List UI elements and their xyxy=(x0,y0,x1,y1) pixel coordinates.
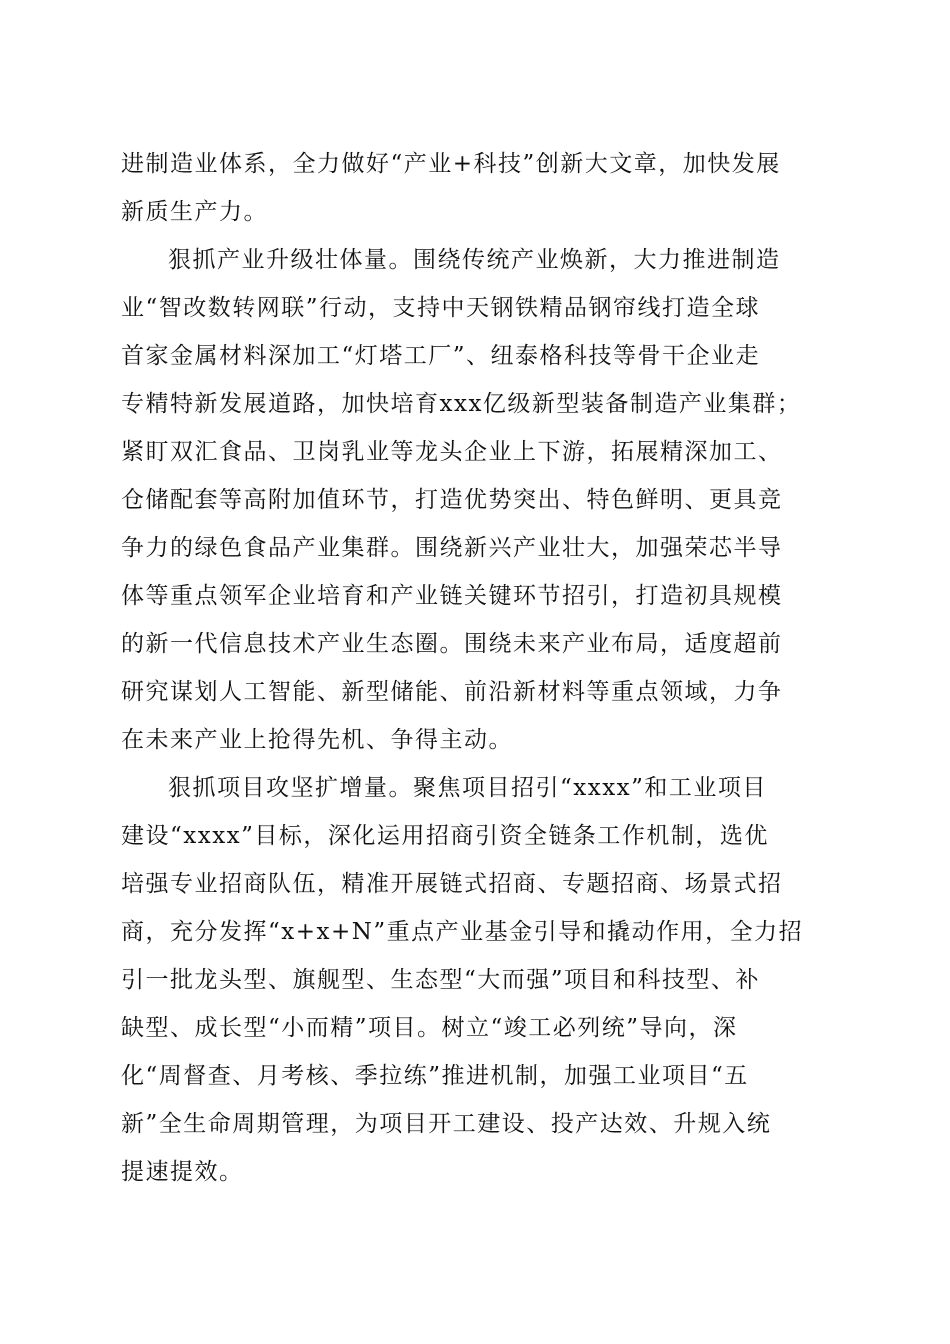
text-line: 首家金属材料深加工“灯塔工厂”、纽泰格科技等骨干企业走 xyxy=(121,343,761,369)
paragraph-1 xyxy=(121,140,841,236)
text-line: 狠抓项目攻坚扩增量。聚焦项目招引“xxxx”和工业项目 xyxy=(168,775,767,801)
text-line: 的新一代信息技术产业生态圈。围绕未来产业布局，适度超前 xyxy=(121,631,783,657)
text-line: 专精特新发展道路，加快培育xxx亿级新型装备制造产业集群； xyxy=(121,391,802,417)
paragraph-3 xyxy=(121,764,841,1196)
text-line: 研究谋划人工智能、新型储能、前沿新材料等重点领域，力争 xyxy=(121,679,783,705)
text-line: 进制造业体系，全力做好“产业+科技”创新大文章，加快发展 xyxy=(121,151,781,177)
text-line: 引一批龙头型、旗舰型、生态型“大而强”项目和科技型、补 xyxy=(121,967,761,993)
text-line: 培强专业招商队伍，精准开展链式招商、专题招商、场景式招 xyxy=(121,871,783,897)
text-line: 在未来产业上抢得先机、争得主动。 xyxy=(121,727,513,753)
text-line: 提速提效。 xyxy=(121,1159,244,1185)
text-line: 建设“xxxx”目标，深化运用招商引资全链条工作机制，选优 xyxy=(121,823,769,849)
text-line: 化“周督查、月考核、季拉练”推进机制，加强工业项目“五 xyxy=(121,1063,749,1089)
text-line: 争力的绿色食品产业集群。围绕新兴产业壮大，加强荣芯半导 xyxy=(121,535,783,561)
text-line: 商，充分发挥“x+x+N”重点产业基金引导和撬动作用，全力招 xyxy=(121,919,804,945)
paragraph-2 xyxy=(121,236,841,764)
text-line: 新质生产力。 xyxy=(121,199,268,225)
text-line: 体等重点领军企业培育和产业链关键环节招引，打造初具规模 xyxy=(121,583,783,609)
text-line: 紧盯双汇食品、卫岗乳业等龙头企业上下游，拓展精深加工、 xyxy=(121,439,783,465)
text-line: 仓储配套等高附加值环节，打造优势突出、特色鲜明、更具竞 xyxy=(121,487,783,513)
text-line: 缺型、成长型“小而精”项目。树立“竣工必列统”导向，深 xyxy=(121,1015,738,1041)
document-body xyxy=(121,140,841,1196)
text-line: 业“智改数转网联”行动，支持中天钢铁精品钢帘线打造全球 xyxy=(121,295,761,321)
text-line: 新”全生命周期管理，为项目开工建设、投产达效、升规入统 xyxy=(121,1111,772,1137)
text-line: 狠抓产业升级壮体量。围绕传统产业焕新，大力推进制造 xyxy=(168,247,781,273)
